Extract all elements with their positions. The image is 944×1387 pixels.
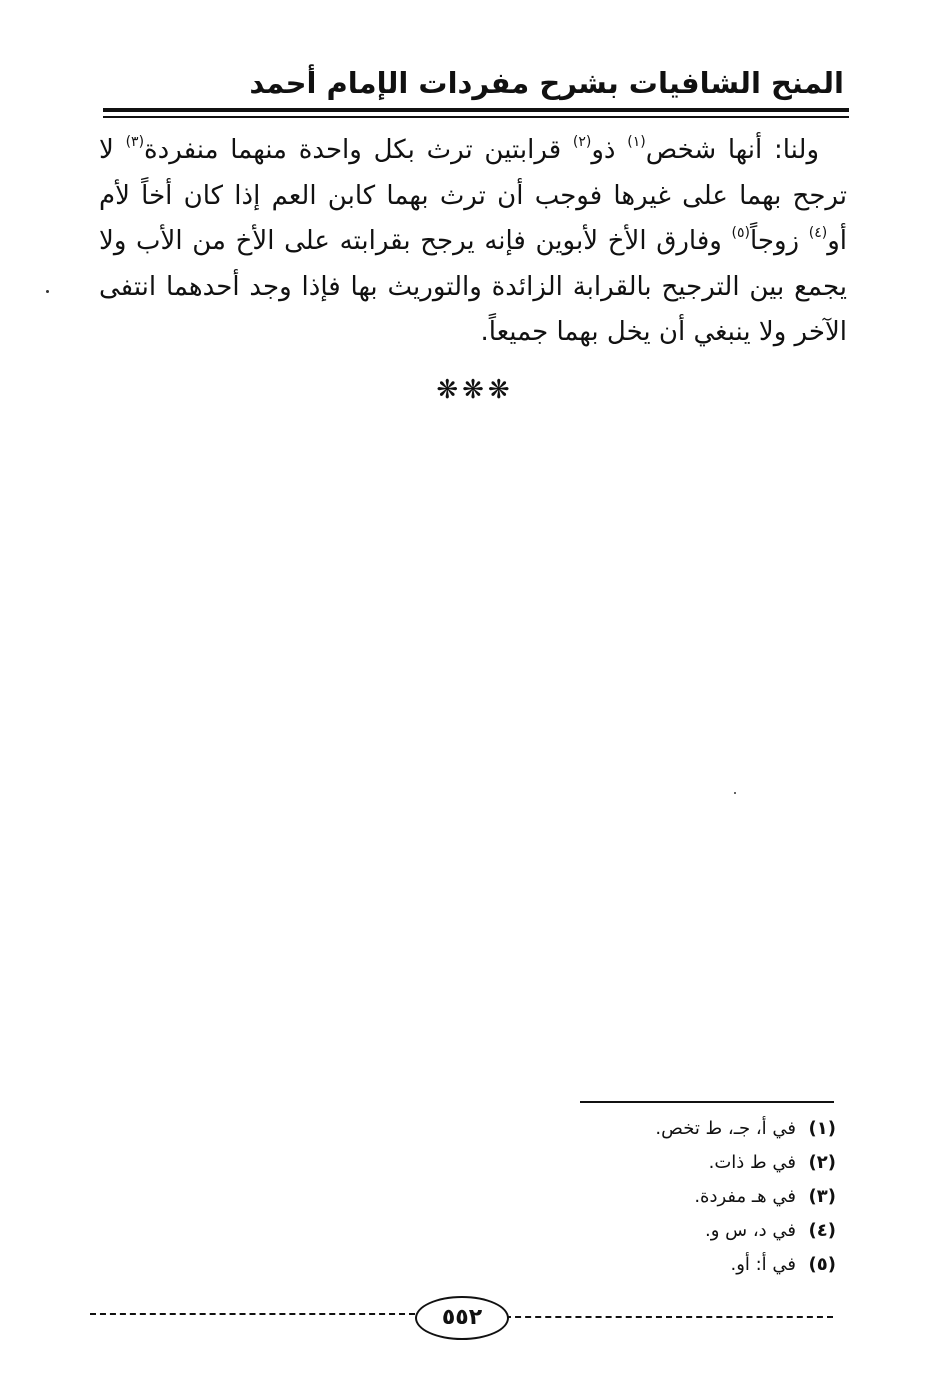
footnote-ref: (٢) [572, 134, 592, 151]
footnote-number: (٣) [808, 1186, 836, 1207]
header-rule-thin [103, 116, 849, 118]
footnote-text: في أ، جـ، ط تخص. [655, 1118, 796, 1139]
footnote-ref: (٣) [125, 134, 145, 151]
text-segment: وفارق الأخ لأبوين فإنه يرجح بقرابته على الأخ من الأب ولا يجمع بين الترجيح بالقرابة الزائدة والتوريث بها فإذا وجد أحدهما انتفى الآخر ولا ينبغي أن يخل بهما جميعاً. [99, 226, 847, 347]
footnote-ref: (١) [627, 134, 646, 151]
footnote-number: (١) [808, 1118, 836, 1139]
footnote-text: في ط ذات. [708, 1152, 796, 1173]
footnote-ref: (٥) [731, 225, 750, 242]
text-segment: قرابتين ترث بكل واحدة منهما منفردة [144, 135, 573, 165]
footer-dash-right [505, 1316, 833, 1318]
footnote-number: (٢) [808, 1152, 836, 1173]
footer-dash-left [90, 1313, 415, 1315]
text-segment: ذو [591, 135, 628, 165]
footnote-item [506, 1146, 836, 1180]
footnote-separator [580, 1101, 834, 1103]
scan-speck [46, 290, 49, 293]
header-rule [103, 108, 849, 112]
footnote-number: (٥) [808, 1254, 836, 1275]
main-paragraph [99, 128, 847, 356]
footnotes [506, 1112, 836, 1282]
footnote-number: (٤) [808, 1220, 836, 1241]
footnote-item [506, 1112, 836, 1146]
footnote-text: في أ: أو. [730, 1254, 796, 1275]
text-segment: ولنا: أنها شخص [645, 135, 820, 165]
footnote-text: في هـ مفردة. [694, 1186, 796, 1207]
header-title: المنح الشافيات بشرح مفردات الإمام أحمد [249, 66, 844, 100]
text-segment: لا ترجح بهما على غيرها فوجب أن ترث بهما كابن العم إذا كان أخاً لأم أو [99, 135, 848, 256]
page-number: ٥٥٢ [415, 1296, 509, 1340]
footnote-item [506, 1248, 836, 1282]
footnote-item [506, 1180, 836, 1214]
footnote-item [506, 1214, 836, 1248]
section-ornament: ❋❋❋ [436, 375, 514, 405]
scan-speck [734, 792, 736, 794]
text-segment: زوجاً [749, 226, 809, 256]
footnote-ref: (٤) [808, 225, 828, 242]
footnote-text: في د، س و. [705, 1220, 796, 1241]
